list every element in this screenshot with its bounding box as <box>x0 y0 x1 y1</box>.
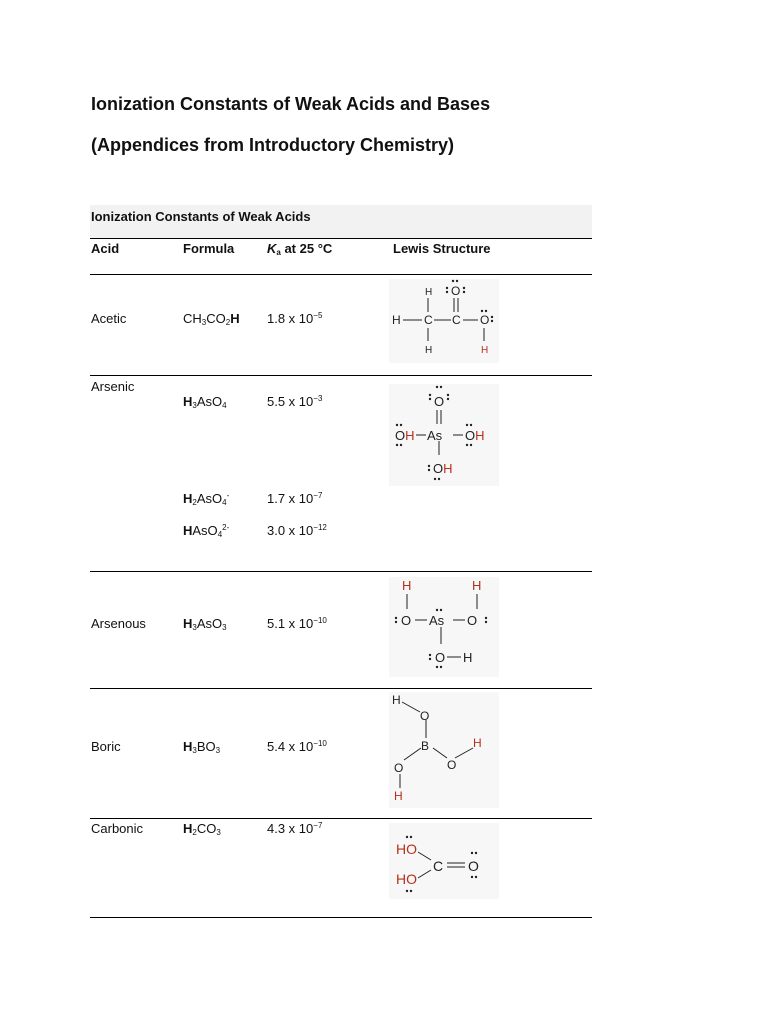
formula: $H_2AsO_4^-$ <box>183 491 230 507</box>
ka-value: 5.4 x $10^{-10}$ <box>267 739 327 754</box>
acid-name: Acetic <box>91 311 127 326</box>
atom-o: O <box>420 709 430 723</box>
table-row-arsenous <box>90 572 592 689</box>
header-formula: Formula <box>183 241 235 256</box>
acid-name: Boric <box>91 739 121 754</box>
lewis-structure-carbonic <box>389 823 499 899</box>
atom-as: As <box>427 428 443 443</box>
table-row-boric <box>90 689 592 819</box>
atom-o: O <box>467 613 478 628</box>
table-row-arsenic <box>90 376 592 572</box>
table-row-acetic <box>90 275 592 376</box>
atom-h: H <box>463 650 473 665</box>
atom-as: As <box>429 613 445 628</box>
atom-o: O <box>434 394 445 409</box>
atom-o: O <box>451 284 461 298</box>
lewis-structure-arsenic <box>389 384 499 486</box>
page-title: Ionization Constants of Weak Acids and Bases <box>91 94 491 114</box>
atom-h: H <box>394 789 403 803</box>
atom-o: O <box>480 313 490 327</box>
atom-o: O <box>435 650 446 665</box>
atom-c: C <box>433 858 444 874</box>
hydroxyl-group: OH <box>395 428 415 443</box>
atom-h: H <box>473 736 482 750</box>
ka-value: 5.1 x $10^{-10}$ <box>267 616 327 631</box>
ka-value: 1.7 x $10^{-7}$ <box>267 491 323 506</box>
header-ka: $K_a$ at 25 °C <box>267 241 333 257</box>
formula: $H_3BO_3$ <box>183 739 221 755</box>
page-subtitle: (Appendices from Introductory Chemistry) <box>91 135 455 155</box>
weak-acids-table <box>90 205 592 918</box>
hydroxyl-group: HO <box>396 871 417 887</box>
acid-name: Arsenous <box>91 616 146 631</box>
ka-value: 3.0 x $10^{-12}$ <box>267 523 327 538</box>
formula: $H_3AsO_4$ <box>183 394 227 410</box>
atom-h: H <box>392 693 401 707</box>
ka-value: 4.3 x $10^{-7}$ <box>267 821 323 836</box>
atom-h: H <box>481 345 489 356</box>
header-lewis-structure: Lewis Structure <box>393 241 491 256</box>
acid-name: Carbonic <box>91 821 144 836</box>
atom-c: C <box>452 313 461 327</box>
table-header-row <box>90 239 592 275</box>
header-acid: Acid <box>91 241 120 256</box>
atom-h: H <box>402 578 412 593</box>
formula: $H_2CO_3$ <box>183 821 221 837</box>
ka-value: 1.8 x $10^{-5}$ <box>267 311 323 326</box>
atom-o: O <box>401 613 412 628</box>
ka-value: 5.5 x $10^{-3}$ <box>267 394 323 409</box>
atom-h: H <box>425 345 433 356</box>
lewis-structure-boric <box>389 692 499 808</box>
acid-name: Arsenic <box>91 379 135 394</box>
hydroxyl-group: OH <box>465 428 485 443</box>
atom-h: H <box>472 578 482 593</box>
atom-h: H <box>392 313 401 327</box>
formula: HAsO$_4^{2-}$ <box>183 523 230 539</box>
table-caption: Ionization Constants of Weak Acids <box>90 205 592 239</box>
atom-o: O <box>447 758 457 772</box>
lewis-structure-arsenous <box>389 577 499 677</box>
hydroxyl-group: OH <box>433 461 453 476</box>
formula: $CH_3CO_2H$ <box>183 311 240 327</box>
atom-o: O <box>394 761 404 775</box>
lewis-structure-acetic <box>389 279 499 363</box>
atom-h: H <box>425 287 433 298</box>
table-row-carbonic <box>90 819 592 918</box>
atom-o: O <box>468 858 479 874</box>
atom-b: B <box>421 739 430 753</box>
hydroxyl-group: HO <box>396 841 417 857</box>
atom-c: C <box>424 313 433 327</box>
formula: $H_3AsO_3$ <box>183 616 227 632</box>
